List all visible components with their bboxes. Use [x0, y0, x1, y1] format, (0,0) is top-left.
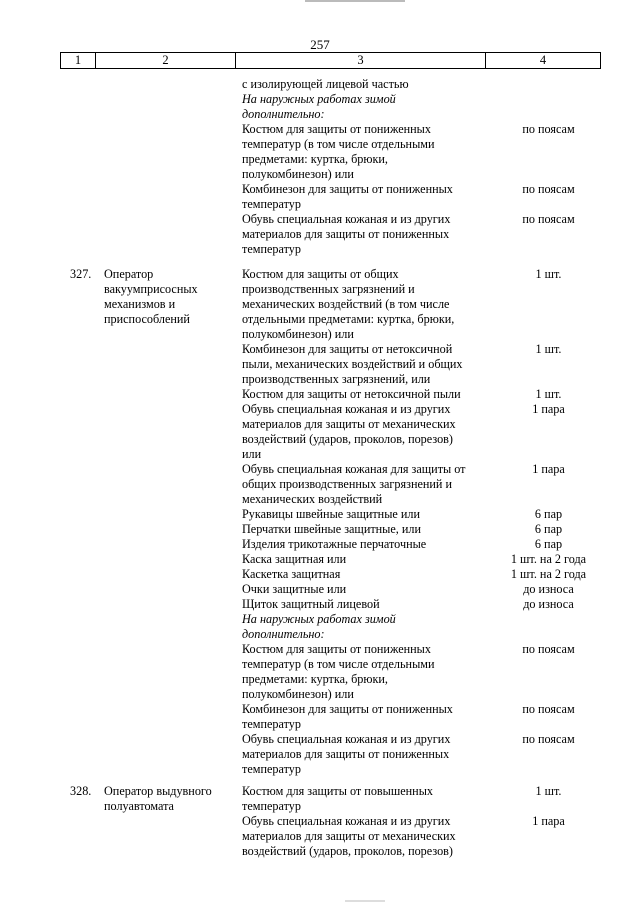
item-norm: по поясам	[522, 732, 575, 746]
occupation-line: Оператор выдувного	[104, 784, 212, 798]
item-norm: 6 пар	[534, 522, 563, 536]
item-norm: 1 шт. на 2 года	[510, 567, 587, 581]
item-norm: 1 пара	[532, 402, 565, 416]
item-description-line: полукомбинезон) или	[242, 687, 354, 701]
item-row	[242, 462, 602, 507]
item-description-line: На наружных работах зимой	[242, 612, 396, 626]
occupation-line: вакуумприсосных	[104, 282, 198, 296]
item-description-line: пыли, механических воздействий и общих	[242, 357, 463, 371]
item-norm	[487, 92, 592, 122]
item-description	[242, 642, 487, 702]
item-norm: 1 шт.	[535, 267, 562, 281]
header-col-2: 2	[96, 53, 236, 68]
item-description-line: Каска защитная или	[242, 552, 347, 566]
item-description-line: отдельными предметами: куртка, брюки,	[242, 312, 455, 326]
item-row	[242, 122, 602, 182]
entry-number: 328.	[70, 784, 92, 798]
item-description	[242, 387, 487, 402]
item-description	[242, 402, 487, 462]
table-header	[60, 52, 601, 69]
item-description	[242, 814, 487, 859]
item-description-line: предметами: куртка, брюки,	[242, 152, 388, 166]
item-description-line: полукомбинезон) или	[242, 167, 354, 181]
item-row	[242, 567, 602, 582]
item-row	[242, 92, 602, 122]
item-description-line: Комбинезон для защиты от нетоксичной	[242, 342, 453, 356]
item-norm: 1 пара	[532, 814, 565, 828]
item-norm: до износа	[523, 597, 574, 611]
item-description-line: или	[242, 447, 262, 461]
item-row	[242, 267, 602, 342]
item-description-line: Обувь специальная кожаная и из других	[242, 212, 451, 226]
item-description-line: дополнительно:	[242, 107, 325, 121]
header-col-3: 3	[236, 53, 486, 68]
item-row	[242, 182, 602, 212]
item-description-line: температур	[242, 197, 301, 211]
continuation-items	[242, 77, 602, 257]
item-description-line: материалов для защиты от механических	[242, 417, 456, 431]
item-description-line: Рукавицы швейные защитные или	[242, 507, 420, 521]
item-description-line: Обувь специальная кожаная и из других	[242, 402, 451, 416]
item-description-line: с изолирующей лицевой частью	[242, 77, 409, 91]
page-number: 257	[310, 37, 330, 52]
item-description-line: механических воздействий	[242, 492, 383, 506]
item-description-line: температур (в том числе отдельными	[242, 137, 435, 151]
occupation-name	[104, 784, 239, 814]
item-description	[242, 582, 487, 597]
item-description-line: механических воздействий (в том числе	[242, 297, 450, 311]
item-description-line: производственных загрязнений и	[242, 282, 415, 296]
item-description-line: температур	[242, 717, 301, 731]
item-description	[242, 122, 487, 182]
item-norm: 1 шт.	[535, 784, 562, 798]
item-row	[242, 597, 602, 612]
item-description	[242, 552, 487, 567]
item-description-line: Костюм для защиты от нетоксичной пыли	[242, 387, 461, 401]
item-row	[242, 784, 602, 814]
item-norm	[487, 612, 592, 642]
item-description	[242, 77, 487, 92]
item-norm: по поясам	[522, 702, 575, 716]
item-description-line: температур	[242, 242, 301, 256]
item-row	[242, 342, 602, 387]
item-row	[242, 732, 602, 777]
item-row	[242, 582, 602, 597]
item-description	[242, 732, 487, 777]
item-description-line: Щиток защитный лицевой	[242, 597, 380, 611]
entry-items	[242, 267, 602, 777]
item-description-line: Каскетка защитная	[242, 567, 341, 581]
item-description-line: материалов для защиты от пониженных	[242, 227, 450, 241]
item-description-line: На наружных работах зимой	[242, 92, 396, 106]
item-description	[242, 182, 487, 212]
header-col-1: 1	[61, 53, 96, 68]
occupation-line: механизмов и	[104, 297, 176, 311]
item-description-line: материалов для защиты от механических	[242, 829, 456, 843]
item-row	[242, 522, 602, 537]
header-col-4: 4	[539, 53, 547, 67]
item-description	[242, 507, 487, 522]
item-description	[242, 784, 487, 814]
item-description	[242, 702, 487, 732]
item-description-line: полукомбинезон) или	[242, 327, 354, 341]
item-description	[242, 612, 487, 642]
item-description	[242, 342, 487, 387]
item-norm: до износа	[523, 582, 574, 596]
item-description-line: Обувь специальная кожаная и из других	[242, 732, 451, 746]
item-norm: по поясам	[522, 122, 575, 136]
item-description-line: Комбинезон для защиты от пониженных	[242, 182, 453, 196]
item-description-line: температур	[242, 762, 301, 776]
item-description	[242, 567, 487, 582]
item-description	[242, 92, 487, 122]
item-description-line: Костюм для защиты от общих	[242, 267, 399, 281]
item-description	[242, 522, 487, 537]
item-description-line: воздействий (ударов, проколов, порезов)	[242, 844, 453, 858]
item-norm: 1 шт.	[535, 342, 562, 356]
entry-number: 327.	[70, 267, 92, 281]
item-description-line: Костюм для защиты от пониженных	[242, 122, 431, 136]
item-description-line: воздействий (ударов, проколов, порезов)	[242, 432, 453, 446]
scan-artifact-top	[305, 0, 405, 2]
item-norm: по поясам	[522, 642, 575, 656]
item-row	[242, 702, 602, 732]
item-norm: 1 пара	[532, 462, 565, 476]
occupation-line: приспособлений	[104, 312, 190, 326]
scan-artifact-bottom	[345, 900, 385, 902]
entry-items	[242, 784, 602, 859]
occupation-line: полуавтомата	[104, 799, 174, 813]
item-row	[242, 537, 602, 552]
item-description-line: температур (в том числе отдельными	[242, 657, 435, 671]
item-norm: по поясам	[522, 212, 575, 226]
item-description-line: Обувь специальная кожаная для защиты от	[242, 462, 466, 476]
item-description	[242, 537, 487, 552]
item-description-line: Обувь специальная кожаная и из других	[242, 814, 451, 828]
item-description-line: Изделия трикотажные перчаточные	[242, 537, 427, 551]
item-row	[242, 814, 602, 859]
item-norm: по поясам	[522, 182, 575, 196]
item-description-line: Костюм для защиты от пониженных	[242, 642, 431, 656]
item-norm: 6 пар	[534, 537, 563, 551]
item-description-line: общих производственных загрязнений и	[242, 477, 453, 491]
item-row	[242, 387, 602, 402]
occupation-line: Оператор	[104, 267, 154, 281]
item-description-line: дополнительно:	[242, 627, 325, 641]
item-row	[242, 402, 602, 462]
item-description-line: Очки защитные или	[242, 582, 347, 596]
item-description	[242, 597, 487, 612]
item-norm	[487, 77, 592, 92]
item-norm: 6 пар	[534, 507, 563, 521]
item-norm: 1 шт. на 2 года	[510, 552, 587, 566]
item-row	[242, 612, 602, 642]
item-row	[242, 212, 602, 257]
item-description-line: материалов для защиты от пониженных	[242, 747, 450, 761]
item-row	[242, 642, 602, 702]
item-description-line: Комбинезон для защиты от пониженных	[242, 702, 453, 716]
item-description-line: температур	[242, 799, 301, 813]
item-description	[242, 462, 487, 507]
item-description-line: предметами: куртка, брюки,	[242, 672, 388, 686]
item-description	[242, 267, 487, 342]
item-row	[242, 552, 602, 567]
item-row	[242, 77, 602, 92]
item-description	[242, 212, 487, 257]
item-description-line: Перчатки швейные защитные, или	[242, 522, 422, 536]
item-row	[242, 507, 602, 522]
occupation-name	[104, 267, 239, 327]
item-description-line: Костюм для защиты от повышенных	[242, 784, 433, 798]
item-description-line: производственных загрязнений, или	[242, 372, 431, 386]
item-norm: 1 шт.	[535, 387, 562, 401]
